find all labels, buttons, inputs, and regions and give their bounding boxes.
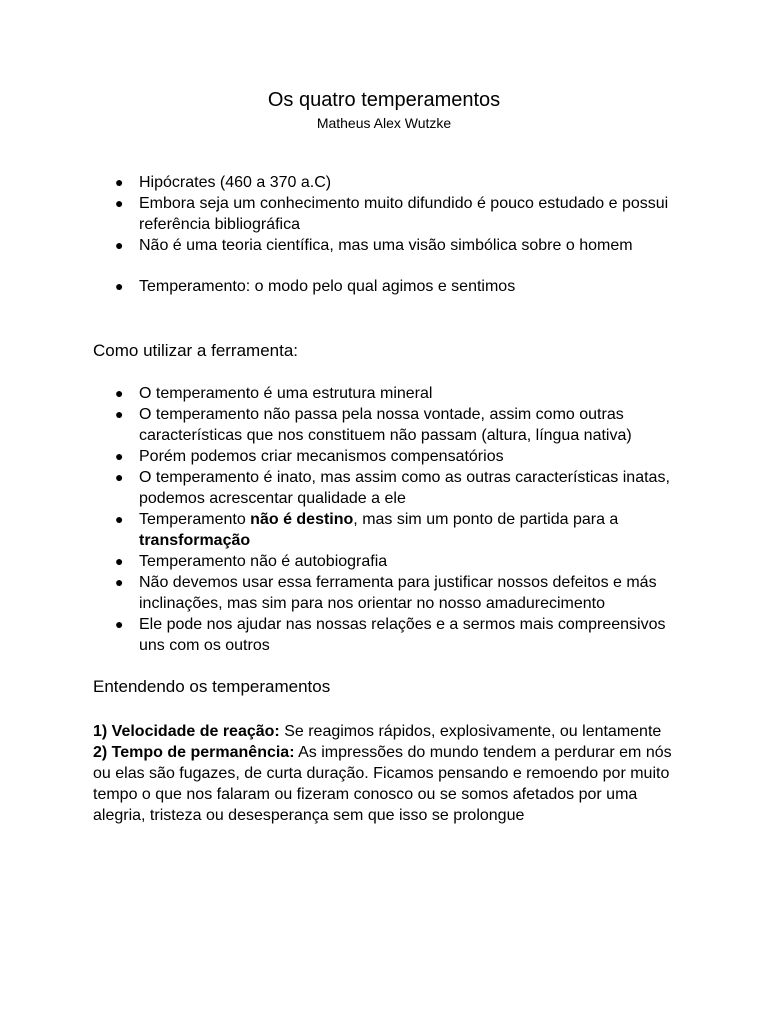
intro-bullet-list bbox=[93, 172, 693, 256]
list-item-text: Não devemos usar essa ferramenta para justificar nossos defeitos e más inclinações, mas sim para nos orientar no nosso amadurecimento bbox=[139, 574, 657, 612]
bullet-icon: ● bbox=[115, 553, 124, 569]
criterion-label: 1) Velocidade de reação: bbox=[93, 723, 280, 740]
bullet-icon: ● bbox=[115, 385, 124, 401]
list-item-text-mid: , mas sim um ponto de partida para a bbox=[353, 511, 619, 528]
list-item-text: Temperamento: o modo pelo qual agimos e sentimos bbox=[139, 278, 516, 295]
list-item-text: Porém podemos criar mecanismos compensatórios bbox=[139, 448, 504, 465]
criterion-text: Se reagimos rápidos, explosivamente, ou lentamente bbox=[279, 723, 662, 740]
bullet-icon: ● bbox=[115, 195, 124, 211]
list-item-text: Não é uma teoria científica, mas uma visão simbólica sobre o homem bbox=[139, 237, 633, 254]
understanding-paragraph bbox=[93, 721, 683, 826]
bullet-icon: ● bbox=[115, 406, 124, 422]
bullet-icon: ● bbox=[115, 237, 124, 253]
criterion-velocity bbox=[93, 721, 683, 742]
list-item bbox=[93, 383, 693, 404]
document-title: Os quatro temperamentos bbox=[267, 89, 501, 111]
list-item bbox=[93, 551, 693, 572]
list-item bbox=[93, 235, 693, 256]
list-item-text: O temperamento não passa pela nossa vontade, assim como outras características que nos constituem não passam (altura, língua nativa) bbox=[139, 406, 632, 444]
list-item-text: Hipócrates (460 a 370 a.C) bbox=[139, 174, 332, 191]
bullet-icon: ● bbox=[115, 511, 124, 527]
list-item bbox=[93, 467, 693, 509]
emphasis-text: transformação bbox=[139, 532, 251, 549]
bullet-icon: ● bbox=[115, 469, 124, 485]
list-item-text: Embora seja um conhecimento muito difundido é pouco estudado e possui referência bibliográfica bbox=[139, 195, 669, 233]
emphasis-text: não é destino bbox=[250, 511, 354, 528]
list-item bbox=[93, 446, 693, 467]
list-item bbox=[93, 276, 693, 297]
bullet-icon: ● bbox=[115, 574, 124, 590]
section-heading-usage: Como utilizar a ferramenta: bbox=[93, 341, 299, 360]
usage-bullet-list bbox=[93, 383, 693, 656]
criterion-text: As impressões do mundo tendem a perdurar em nós ou elas são fugazes, de curta duração. Ficamos pensando e remoendo por muito tempo o que nos falaram ou fizeram conosco ou se somos afetados por uma alegria, tristeza ou desesperança sem que isso se prolongue bbox=[93, 744, 672, 824]
criterion-permanence bbox=[93, 742, 683, 826]
list-item-text: O temperamento é inato, mas assim como as outras características inatas, podemos acrescentar qualidade a ele bbox=[139, 469, 670, 507]
bullet-icon: ● bbox=[115, 448, 124, 464]
list-item bbox=[93, 509, 693, 551]
bullet-icon: ● bbox=[115, 616, 124, 632]
criterion-label: 2) Tempo de permanência: bbox=[93, 744, 295, 761]
list-item bbox=[93, 193, 693, 235]
list-item bbox=[93, 614, 693, 656]
list-item-text-pre: Temperamento bbox=[139, 511, 251, 528]
document-author: Matheus Alex Wutzke bbox=[316, 115, 452, 131]
section-heading-understanding: Entendendo os temperamentos bbox=[93, 677, 331, 696]
bullet-icon: ● bbox=[115, 174, 124, 190]
list-item-text: Temperamento não é autobiografia bbox=[139, 553, 388, 570]
bullet-icon: ● bbox=[115, 278, 124, 294]
list-item bbox=[93, 572, 693, 614]
list-item bbox=[93, 172, 693, 193]
definition-bullet-list bbox=[93, 276, 693, 297]
list-item-text: O temperamento é uma estrutura mineral bbox=[139, 385, 433, 402]
list-item-text: Ele pode nos ajudar nas nossas relações e a sermos mais compreensivos uns com os outros bbox=[139, 616, 666, 654]
list-item bbox=[93, 404, 693, 446]
